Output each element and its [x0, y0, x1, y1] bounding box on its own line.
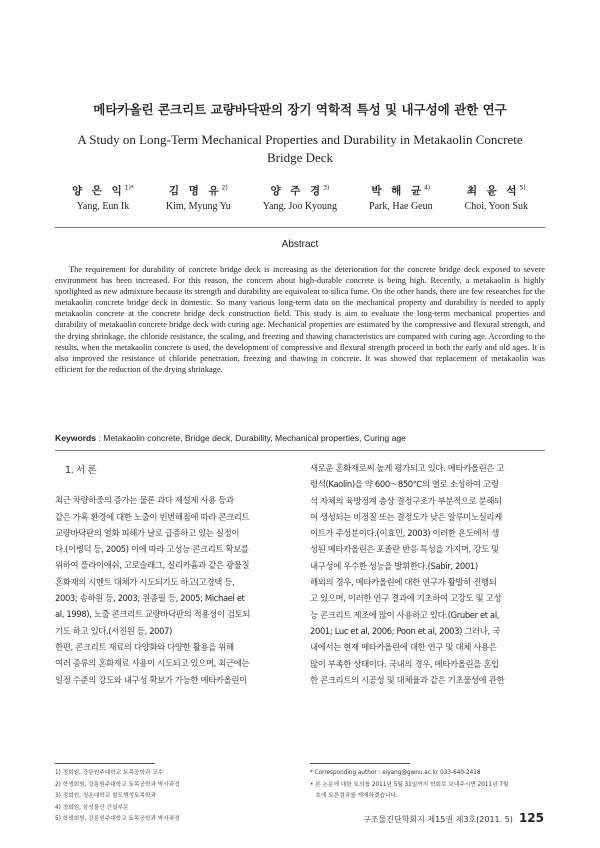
body-line: 교량바닥판의 열화 피해가 날로 급증하고 있는 실정이 [55, 527, 240, 538]
footnote: 3) 정회원, 청운대학교 철도행정토목학과 [55, 793, 156, 800]
keywords [55, 433, 545, 443]
body-line: 다.(이병덕 등, 2005) 이에 따라 고성능 콘크리트 확보를 [55, 544, 249, 555]
author-name-en: Choi, Yoon Suk [464, 201, 528, 212]
footnote: 5) 학생회원, 강릉원주대학교 토목공학과 박사과정 [55, 816, 180, 823]
author-affiliation-mark: 2) [221, 184, 228, 192]
page-footer [363, 811, 544, 825]
footnote: • 본 논문에 대한 토의를 2011년 5월 31일까지 학회로 보내주시면 2011년 7월 [310, 781, 509, 788]
author-name-ko: 양 주 경 [270, 185, 324, 197]
author-name-ko: 양 은 익 [72, 185, 125, 197]
body-line: 이트가 주성분이다.(이효민, 2003) 이러한 온도에서 생 [310, 528, 499, 539]
body-line: 능 콘크리트 제조에 많이 사용하고 있다.(Gruber et al, [310, 609, 500, 620]
footnote-divider [310, 763, 410, 764]
body-line: 한편, 콘크리트 재료의 다양화와 다양한 활용을 위해 [55, 641, 234, 652]
body-column-left [55, 463, 291, 688]
author-3 [263, 183, 337, 212]
footnote: 4) 정회원, 삼성물산 건설부문 [55, 804, 129, 811]
body-line: 많이 부족한 상태이다. 국내의 경우, 메타카올린을 혼입 [310, 658, 499, 669]
author-name-ko: 박 해 균 [371, 185, 425, 197]
body-line: 위하여 플라이애쉬, 고로슬래그, 실리카흄과 같은 광물질 [55, 560, 250, 571]
body-column-right [310, 460, 546, 688]
author-name-en: Yang, Joo Kyoung [262, 201, 338, 212]
body-line: 2003; 송하원 등, 2003; 원종필 등, 2005; Michael et [55, 593, 245, 604]
section-heading: 1. 서 론 [65, 465, 97, 476]
author-name-en: Park, Hae Geun [369, 201, 433, 212]
body-line: 어 생성되는 비정질 또는 결정도가 낮은 알루미노실리케 [310, 511, 502, 522]
body-line: al, 1998), 노출 콘크리트 교량바닥판의 적용성이 검토되 [55, 609, 251, 620]
author-name-ko: 김 명 유 [168, 185, 222, 197]
body-line: 고 있으며, 이러한 연구 결과에 기초하여 고강도 및 고성 [310, 593, 502, 604]
body-line: 일정 수준의 강도와 내구성 확보가 가능한 메타카올린이 [55, 674, 247, 685]
body-line: 2001; Luc et al, 2006; Poon et al, 2003) 그러나, 국 [310, 625, 500, 636]
body-line: 혼화재의 시멘트 대체가 시도되기도 하고(고경택 등, [55, 576, 235, 587]
body-line: 성된 메타카올린은 포졸란 반응 특성을 가지며, 강도 및 [310, 544, 499, 555]
body-line: 석 자체의 육방정계 층상 결정구조가 부분적으로 분해되 [310, 495, 502, 506]
footnotes-correspondence [310, 768, 550, 803]
abstract-heading: Abstract [281, 239, 319, 250]
body-line: 최근 차량하중의 증가는 물론 과다 제설제 사용 등과 [55, 495, 234, 506]
author-name-en: Yang, Eun Ik [76, 201, 130, 212]
keywords-text: : Metakaolin concrete, Bridge deck, Durability, Mechanical properties, Curing age [96, 433, 406, 443]
author-4 [369, 183, 433, 212]
keywords-label: Keywords [55, 433, 97, 443]
author-list [72, 183, 528, 212]
author-2 [166, 183, 231, 212]
page-number: 125 [518, 811, 544, 825]
author-5 [465, 183, 528, 212]
footnote: 2) 학생회원, 강릉원주대학교 토목공학과 박사과정 [55, 781, 180, 788]
footnote-divider [55, 763, 155, 764]
author-affiliation-mark: 1)* [124, 184, 134, 192]
author-name-ko: 최 윤 석 [466, 185, 520, 197]
author-affiliation-mark: 3) [323, 184, 330, 192]
author-affiliation-mark: 4) [424, 184, 431, 192]
author-affiliation-mark: 5) [519, 184, 526, 192]
body-line: 내에서는 현재 메타카올린에 대한 연구 및 대체 사용은 [310, 642, 497, 653]
paper-title-english: A Study on Long-Term Mechanical Properties and Durability in Metakaolin Concrete Bridge Deck [77, 132, 523, 165]
body-line: 해외의 경우, 메타카올린에 대한 연구가 활발히 진행되 [310, 577, 497, 588]
body-line: 새로운 혼화재로써 높게 평가되고 있다. 메타카올린은 고 [310, 463, 505, 473]
body-line: 여러 종류의 혼화재료 사용이 시도되고 있으며, 최근에는 [55, 658, 250, 669]
body-line: 령석(Kaolin)을 약 600～850℃의 열로 소성하여 고령 [310, 479, 499, 490]
author-1 [72, 183, 134, 212]
body-line: 한 콘크리트의 시공성 및 대체율과 같은 기초물성에 관한 [310, 674, 505, 685]
body-line: 같은 가혹 환경에 대한 노출이 빈번해짐에 따라 콘크리트 [55, 511, 250, 522]
body-line: 기도 하고 있다.(서진원 등, 2007) [55, 625, 173, 636]
divider [55, 227, 545, 228]
footnote: * Corresponding author : eiyang@gwnu.ac.kr 033-640-2418 [310, 770, 481, 776]
author-name-en: Kim, Myung Yu [165, 201, 231, 212]
footnotes-affiliations [55, 768, 295, 826]
journal-citation: 구조물진단학회지 제15권 제3호(2011. 5) [363, 815, 513, 824]
paper-title-korean: 메타카올린 콘크리트 교량바닥판의 장기 역학적 특성 및 내구성에 관한 연구 [93, 102, 507, 117]
body-line: 내구성에 우수한 성능을 발휘한다.(Sabir, 2001) [310, 560, 478, 571]
abstract-text: The requirement for durability of concrete bridge deck is increasing as the deterioration for the concrete bridge deck exposed to severe environment has been increased. For this reason, the concern about high-durable concrete is being high. Recently, a metakaolin is highly spotlighted as new admixture because its strength and durability are equivalent to silica fume. On the other hands, there are few researches for the metakaolin concrete bridge deck in domestic. So many various long-term data on the mechanical property and durability is needed to apply metakaolin concrete at the concrete bridge deck construction field. This study is aim to evaluate the long-term mechanical properties and durability of metakaolin concrete bridge deck with curing age. Mechanical properties are estimated by the compressive and flexural strength, and the drying shrinkage, the chloride resistance, the scaling, and freezing and thawing characteristics are compared with curing age. According to the results, when the metakaolin concrete is used, the development of compressive and flexural strength proceed in both the early and old ages. It is also improved the resistance of chloride penetration, freezing and thawing in concrete. It was showed that replacement of metakaolin was efficient for the reduction of the drying shrinkage. [55, 265, 545, 374]
footnote: 1) 정회원, 강릉원주대학교 토목공학과 교수 [55, 770, 164, 776]
footnote: 호에 토론결과를 게재하겠습니다. [310, 793, 398, 800]
divider [55, 450, 545, 451]
